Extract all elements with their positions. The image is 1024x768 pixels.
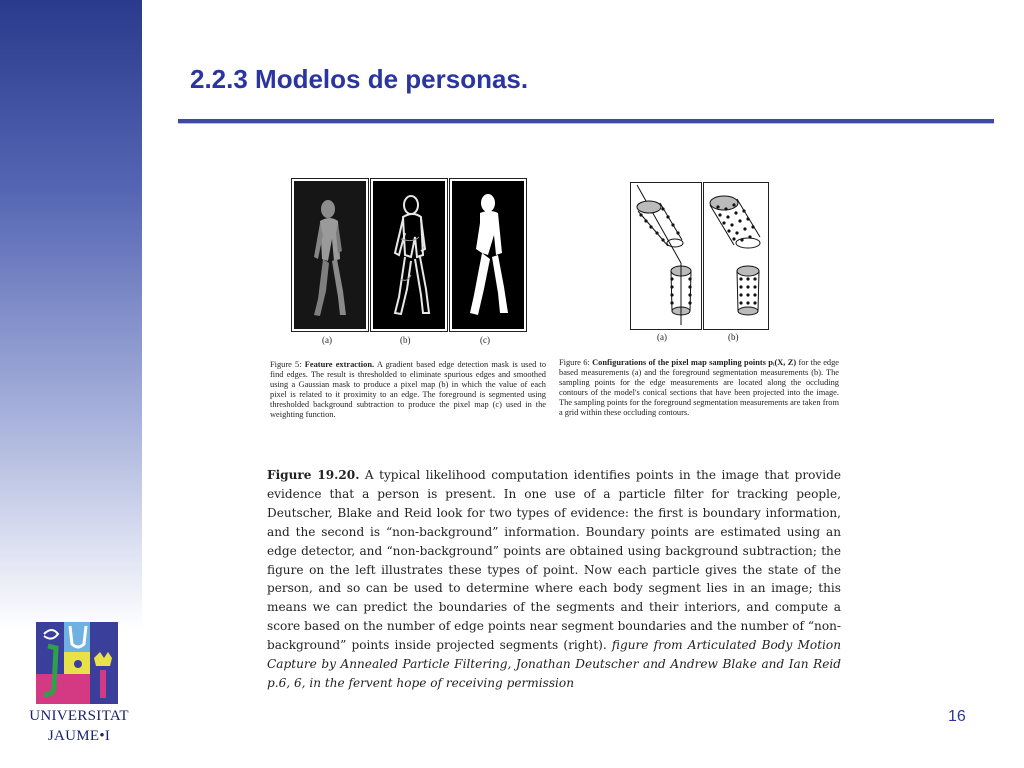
university-logo xyxy=(36,622,118,704)
sampling-panel-a xyxy=(630,182,702,330)
sampling-label-a: (a) xyxy=(657,332,667,342)
foreground-mask-image xyxy=(450,179,526,331)
page-number: 16 xyxy=(948,708,966,725)
sampling-caption-formula: pᵢ(X, Z) xyxy=(768,358,797,367)
foreground-sampling-diagram xyxy=(704,183,768,329)
sampling-panel-b xyxy=(703,182,769,330)
main-caption-citation: figure from Articulated Body Motion Capture by Annealed Particle Filtering, Jonathan Deutscher and Andrew Blake and Ian Reid p.6, 6, in the fervent hope of receiving permission xyxy=(267,638,841,690)
university-name-line1: UNIVERSITAT xyxy=(29,708,129,724)
feature-caption-title: Feature extraction. xyxy=(304,360,375,369)
slide-title: 2.2.3 Modelos de personas. xyxy=(190,64,529,94)
main-caption xyxy=(267,466,841,693)
feature-label-b: (b) xyxy=(400,335,411,345)
edge-map-image xyxy=(371,179,447,331)
feature-caption-body: A gradient based edge detection mask is used to find edges. The result is thresholded to eliminate spurious edges and smoothed using a Gaussian mask to produce a pixel map (b) in which the value of each pixel is related to it proximity to an edge. The foreground is segmented using thresholded background subtraction to produce the pixel map (c) used in the weighting function. xyxy=(270,360,547,419)
sampling-caption-title: Configurations of the pixel map sampling points xyxy=(592,358,766,367)
feature-caption-prefix: Figure 5: xyxy=(270,360,302,369)
sampling-caption-body: for the edge based measurements (a) and the foreground segmentation measurements (b). The sampling points for the edge measurements are located along the occluding contours of the model's conical sections that have been projected into the image. The sampling points for the foreground segmentation measurements are taken from a grid within these occluding contours. xyxy=(559,358,840,417)
feature-caption xyxy=(270,360,546,420)
edge-sampling-diagram xyxy=(631,183,701,329)
feature-label-a: (a) xyxy=(322,335,332,345)
sampling-caption xyxy=(559,358,839,418)
university-name-line2: JAUME•I xyxy=(47,728,111,744)
university-emblem-icon xyxy=(36,622,118,704)
feature-panel-b xyxy=(370,178,448,332)
main-caption-body: A typical likelihood computation identifies points in the image that provide evidence that a person is present. In one use of a particle filter for tracking people, Deutscher, Blake and Reid look for two types of evidence: the first is boundary information, and the second is “non-background” information. Boundary points are estimated using an edge detector, and “non-background” points are obtained using background subtraction; the figure on the left illustrates these types of point. Now each particle gives the state of the person, and so can be used to determine where each body segment lies in an image; this means we can predict the boundaries of the segments and their interiors, and compute a score based on the number of edge points near segment boundaries and the number of “non-background” points inside projected segments (right). xyxy=(267,468,841,653)
grayscale-person-image xyxy=(292,179,368,331)
main-caption-lead: Figure 19.20. xyxy=(267,468,360,482)
feature-panel-c xyxy=(449,178,527,332)
feature-panel-a xyxy=(291,178,369,332)
sampling-caption-prefix: Figure 6: xyxy=(559,358,590,367)
university-name xyxy=(18,706,140,746)
title-divider xyxy=(178,119,994,124)
feature-label-c: (c) xyxy=(480,335,490,345)
sampling-label-b: (b) xyxy=(728,332,739,342)
